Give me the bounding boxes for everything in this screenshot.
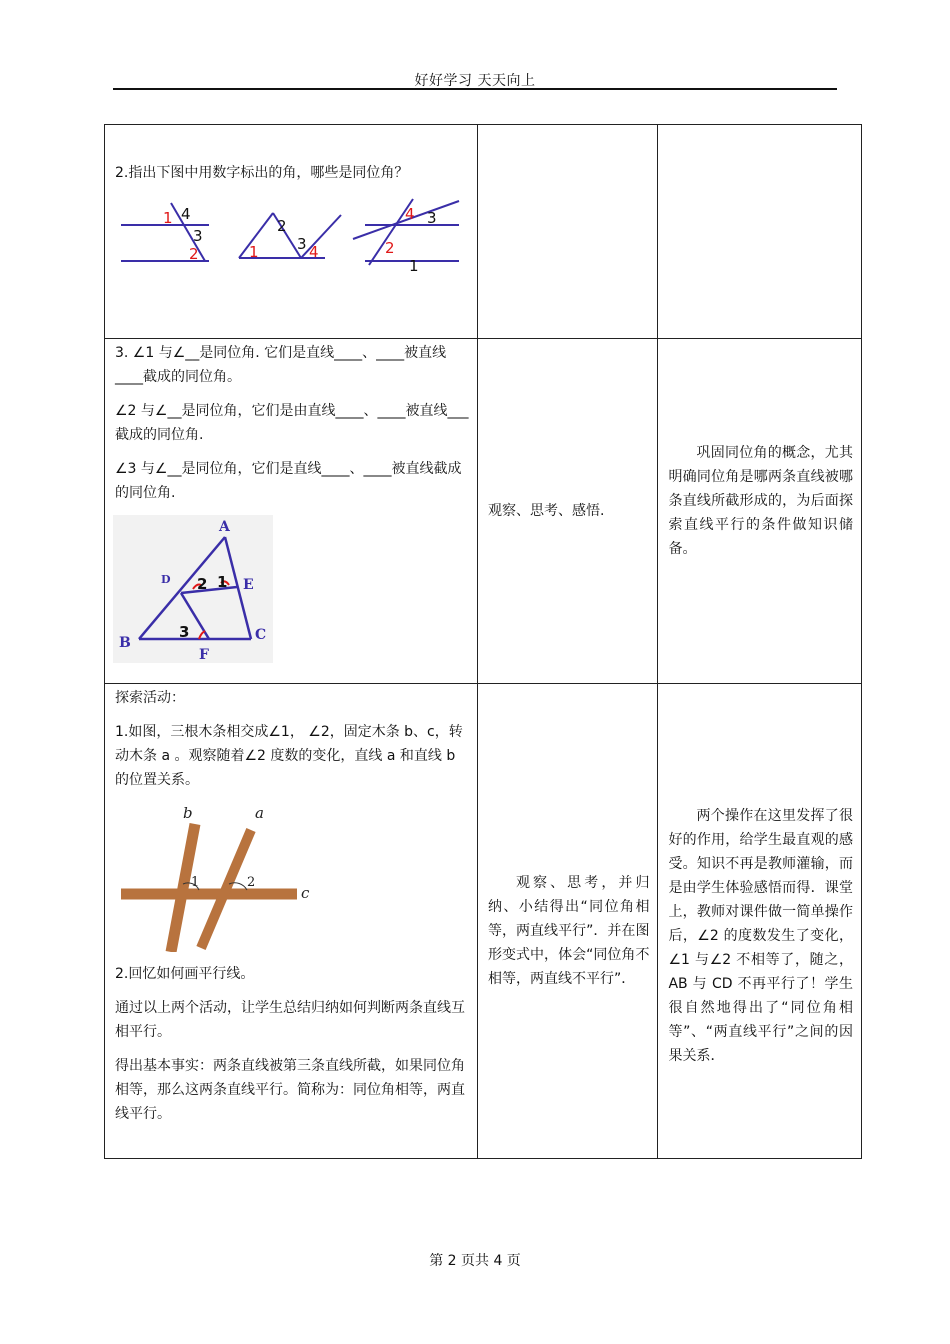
question-text: 2.指出下图中用数字标出的角，哪些是同位角？ — [115, 165, 409, 181]
purpose-text: 巩固同位角的概念，尤其明确同位角是哪两条直线被哪条直线所截形成的，为后面探索直线平行的条件做知识储备。 — [668, 445, 853, 557]
content-cell — [105, 684, 478, 1159]
fig-c-label-2: 2 — [385, 239, 395, 257]
purpose-cell — [658, 684, 862, 1159]
wooden-sticks-figure — [117, 802, 327, 952]
activity-cell — [477, 125, 657, 339]
stick-angle-2: 2 — [247, 875, 256, 890]
triangle-angle-1: 1 — [217, 573, 228, 591]
triangle-label-E: E — [243, 577, 254, 593]
exploration-title: 探索活动： — [115, 690, 185, 706]
activity-cell — [477, 339, 657, 684]
fig-b-label-1: 1 — [249, 243, 259, 261]
fig-b-label-4: 4 — [309, 243, 319, 261]
basic-fact: 得出基本事实：两条直线被第三条直线所截，如果同位角相等，那么这两条直线平行。简称为：同位角相等，两直线平行。 — [115, 1058, 465, 1122]
triangle-figure — [113, 515, 273, 663]
question-3-line-1: 3. ∠1 与∠__是同位角. 它们是直线____、____被直线____截成的同位角。 — [115, 345, 447, 385]
table-row — [105, 339, 862, 684]
purpose-text: 两个操作在这里发挥了很好的作用，给学生最直观的感受。知识不再是教师灌输，而是由学生体验感悟而得．课堂上，教师对课件做一简单操作后，∠2 的度数发生了变化，∠1 与∠2 不相等了，随之，AB 与 CD 不再平行了！学生很自然地得出了“同位角相等”、“两直线平行”之间的因果关系． — [668, 808, 853, 1064]
triangle-label-C: C — [255, 627, 267, 643]
question-3-line-2: ∠2 与∠__是同位角，它们是由直线____、____被直线___截成的同位角. — [115, 403, 469, 443]
header-rule — [113, 88, 837, 90]
fig-a-label-1: 1 — [163, 209, 173, 227]
triangle-angle-3: 3 — [179, 623, 190, 641]
activity-text: 观察、思考，并归纳、小结得出“同位角相等，两直线平行”．并在图形变式中，体会“同位角不相等，两直线不平行”． — [487, 875, 650, 987]
triangle-label-A: A — [219, 519, 230, 535]
page-footer-number: 第 2 页共 4 页 — [429, 1253, 521, 1269]
triangle-label-D: D — [161, 573, 171, 586]
fig-c-label-4: 4 — [405, 205, 415, 223]
fig-a-label-2: 2 — [189, 245, 199, 263]
triangle-label-F: F — [199, 647, 209, 663]
purpose-cell — [658, 125, 862, 339]
content-cell — [105, 125, 478, 339]
corresponding-angles-figures — [113, 195, 463, 275]
triangle-label-B: B — [119, 635, 131, 651]
fig-c-label-1: 1 — [409, 257, 419, 275]
table-row — [105, 684, 862, 1159]
triangle-angle-2: 2 — [197, 575, 208, 593]
exploration-step-1: 1.如图，三根木条相交成∠1， ∠2，固定木条 b、c，转动木条 a 。观察随着∠2 度数的变化，直线 a 和直线 b 的位置关系。 — [115, 724, 463, 788]
fig-b-label-2: 2 — [277, 217, 287, 235]
question-3-line-3: ∠3 与∠__是同位角，它们是直线____、____被直线截成的同位角. — [115, 461, 462, 501]
stick-label-a: a — [255, 804, 264, 822]
stick-label-c: c — [301, 884, 310, 902]
activity-text: 观察、思考、感悟. — [487, 503, 605, 519]
purpose-cell — [658, 339, 862, 684]
table-row — [105, 125, 862, 339]
exploration-summary: 通过以上两个活动，让学生总结归纳如何判断两条直线互相平行。 — [115, 1000, 465, 1040]
content-cell — [105, 339, 478, 684]
fig-c-label-3: 3 — [427, 209, 437, 227]
page-header-title: 好好学习 天天向上 — [414, 73, 536, 89]
lesson-table — [104, 124, 862, 1159]
activity-cell — [477, 684, 657, 1159]
stick-angle-1: 1 — [191, 875, 200, 890]
exploration-step-2: 2.回忆如何画平行线。 — [115, 966, 255, 982]
fig-a-label-3: 3 — [193, 227, 203, 245]
fig-a-label-4: 4 — [181, 205, 191, 223]
fig-b-label-3: 3 — [297, 235, 307, 253]
stick-label-b: b — [183, 804, 193, 822]
